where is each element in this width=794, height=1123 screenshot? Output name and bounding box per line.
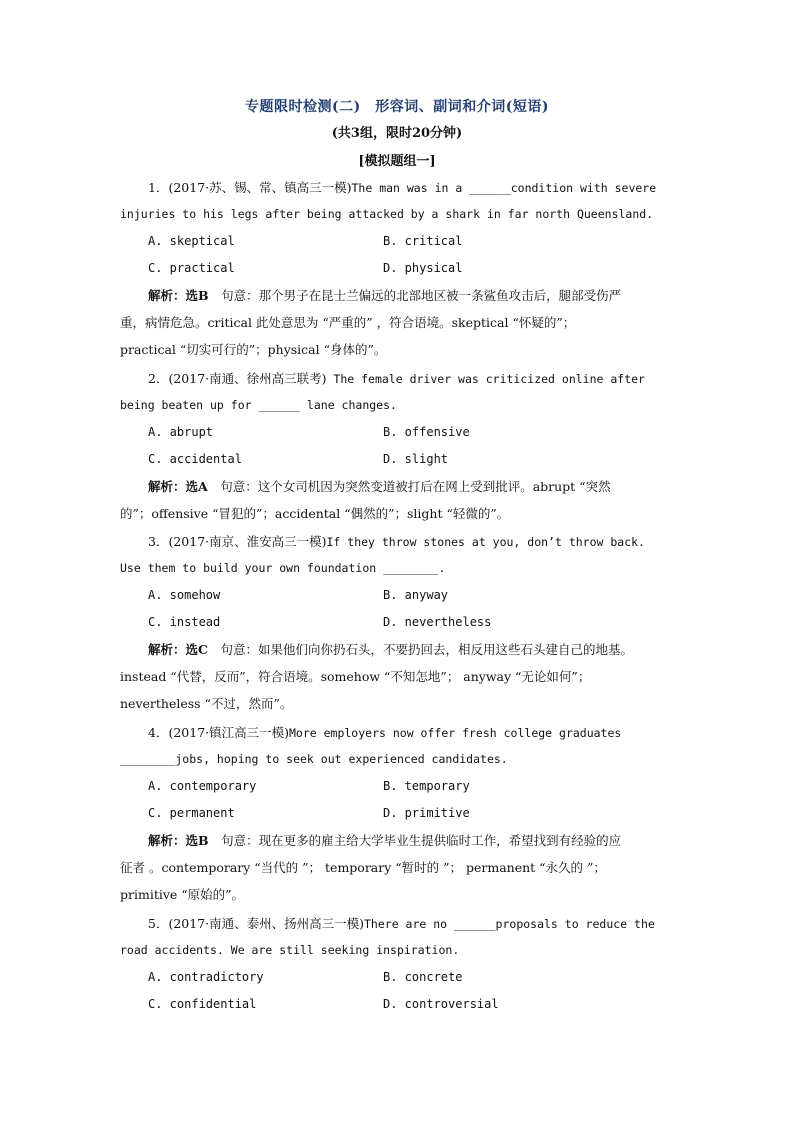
option-b: B. critical — [383, 234, 463, 248]
analysis-text: 句意：如果他们向你扔石头，不要扔回去，相反用这些石头建自己的地基。 — [207, 642, 633, 657]
analysis-text-cont: 重，病情危急。critical 此处意思为 “严重的” ，符合语境。skeptical “怀疑的”； — [120, 315, 576, 330]
question-number: 3．(2017·南京、淮安高三一模) — [148, 534, 327, 549]
analysis-text-cont: instead “代替，反而”，符合语境。somehow “不知怎地”； anyway “无论如何”； — [120, 669, 591, 684]
page-subtitle: (共3组，限时20分钟) — [331, 126, 463, 141]
option-c: C. confidential — [148, 997, 257, 1011]
analysis-text: 句意：那个男子在昆士兰偏远的北部地区被一条鲨鱼攻击后，腿部受伤严 — [208, 288, 622, 303]
question-stem — [120, 719, 676, 746]
question-text-cont: ________jobs, hoping to seek out experienced candidates. — [120, 752, 508, 766]
question-text-cont: being beaten up for ______ lane changes. — [120, 398, 397, 412]
options — [120, 964, 676, 1018]
analysis-text-cont: 的”；offensive “冒犯的”；accidental “偶然的”；slight “轻微的”。 — [120, 506, 510, 521]
analysis — [120, 473, 676, 500]
question-stem — [120, 528, 676, 555]
question-number: 4．(2017·镇江高三一模) — [148, 725, 289, 740]
analysis-text-cont: 征者 。contemporary “当代的 ”； temporary “暂时的 ”； permanent “永久的 ”； — [120, 860, 606, 875]
question-text: If they throw stones at you, don’t throw back. — [326, 535, 645, 549]
question-text: More employers now offer fresh college graduates — [289, 726, 622, 740]
option-c: C. accidental — [148, 452, 242, 466]
analysis-label: 解析：选C — [148, 642, 208, 657]
option-a: A. somehow — [148, 588, 221, 602]
option-a: A. contradictory — [148, 970, 264, 984]
option-d: D. primitive — [383, 806, 470, 820]
question-number: 5．(2017·南通、泰州、扬州高三一模) — [148, 916, 364, 931]
option-d: D. nevertheless — [383, 615, 492, 629]
question-text-cont: Use them to build your own foundation ________. — [120, 561, 446, 575]
question-stem — [120, 174, 676, 201]
option-c: C. permanent — [148, 806, 235, 820]
option-d: D. physical — [383, 261, 463, 275]
page-title: 专题限时检测(二) 形容词、副词和介词(短语) — [245, 99, 549, 115]
analysis-text-cont: primitive “原始的”。 — [120, 887, 245, 902]
analysis-label: 解析：选A — [148, 479, 208, 494]
question-text-cont: injuries to his legs after being attacked by a shark in far north Queensland. — [120, 207, 654, 221]
option-a: A. skeptical — [148, 234, 235, 248]
option-c: C. instead — [148, 615, 221, 629]
analysis-text-cont: nevertheless “不过，然而”。 — [120, 696, 293, 711]
analysis — [120, 636, 676, 663]
question-text: The female driver was criticized online after — [326, 372, 645, 386]
question-text-cont: road accidents. We are still seeking inspiration. — [120, 943, 460, 957]
analysis-text-cont: practical “切实可行的”；physical “身体的”。 — [120, 342, 387, 357]
question-1 — [120, 174, 676, 363]
question-number: 2．(2017·南通、徐州高三联考) — [148, 371, 327, 386]
options — [120, 419, 676, 473]
analysis — [120, 282, 676, 309]
option-b: B. anyway — [383, 588, 449, 602]
question-text: There are no ______proposals to reduce the — [364, 917, 655, 931]
question-3 — [120, 528, 676, 717]
question-2 — [120, 365, 676, 527]
option-c: C. practical — [148, 261, 235, 275]
option-b: B. concrete — [383, 970, 463, 984]
options — [120, 582, 676, 636]
section-heading: [模拟题组一] — [358, 154, 436, 169]
options — [120, 228, 676, 282]
option-b: B. offensive — [383, 425, 470, 439]
question-text: The man was in a ______condition with severe — [351, 181, 657, 195]
option-a: A. abrupt — [148, 425, 214, 439]
analysis-text: 句意：现在更多的雇主给大学毕业生提供临时工作，希望找到有经验的应 — [208, 833, 622, 848]
options — [120, 773, 676, 827]
question-number: 1．(2017·苏、锡、常、镇高三一模) — [148, 180, 352, 195]
question-stem — [120, 910, 676, 937]
analysis-label: 解析：选B — [148, 288, 209, 303]
analysis — [120, 827, 676, 854]
analysis-text: 句意：这个女司机因为突然变道被打后在网上受到批评。abrupt “突然 — [207, 479, 611, 494]
question-5 — [120, 910, 676, 1018]
analysis-label: 解析：选B — [148, 833, 209, 848]
option-b: B. temporary — [383, 779, 470, 793]
question-4 — [120, 719, 676, 908]
option-d: D. slight — [383, 452, 449, 466]
question-stem — [120, 365, 676, 392]
option-d: D. controversial — [383, 997, 499, 1011]
option-a: A. contemporary — [148, 779, 257, 793]
